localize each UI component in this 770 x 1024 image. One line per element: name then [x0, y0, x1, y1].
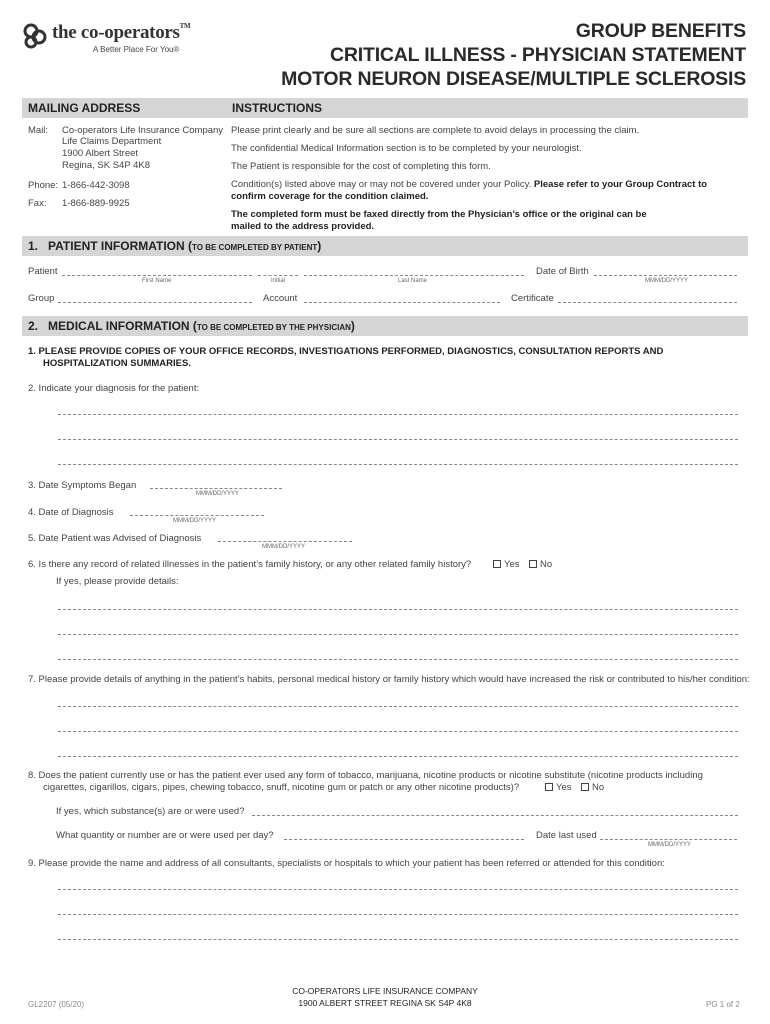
- q6-yes-checkbox[interactable]: [493, 560, 501, 568]
- q2-answer-line2[interactable]: [58, 439, 738, 440]
- q4-label: 4. Date of Diagnosis: [28, 507, 114, 518]
- substance-field[interactable]: [252, 815, 738, 816]
- group-label: Group: [28, 293, 55, 304]
- instructions-heading: INSTRUCTIONS: [232, 101, 322, 115]
- first-name-caption: First Name: [142, 278, 172, 284]
- instruction-4b: confirm coverage for the condition claimed.: [231, 191, 429, 202]
- diagnosis-date-field[interactable]: [130, 515, 264, 516]
- initial-field[interactable]: [258, 275, 298, 276]
- q9-answer-line1[interactable]: [58, 889, 738, 890]
- co-operators-logo-icon: [22, 22, 48, 50]
- last-name-field[interactable]: [304, 275, 524, 276]
- certificate-field[interactable]: [558, 302, 737, 303]
- q2-answer-line3[interactable]: [58, 464, 738, 465]
- q7-answer-line2[interactable]: [58, 731, 738, 732]
- patient-label: Patient: [28, 266, 58, 277]
- certificate-label: Certificate: [511, 293, 554, 304]
- q1-line2: HOSPITALIZATION SUMMARIES.: [43, 358, 191, 369]
- q6-answer-line1[interactable]: [58, 609, 738, 610]
- q8-no-checkbox[interactable]: [581, 783, 589, 791]
- q6-answer-line3[interactable]: [58, 659, 738, 660]
- quantity-field[interactable]: [284, 839, 524, 840]
- section1-title: 1. PATIENT INFORMATION (TO BE COMPLETED BY PATIENT): [28, 239, 322, 253]
- q6-no-option[interactable]: No: [529, 559, 552, 571]
- phone-number: 1-866-442-3098: [62, 180, 130, 191]
- mail-line1: Co-operators Life Insurance Company: [62, 125, 224, 136]
- q3-format: MMM/DD/YYYY: [196, 491, 240, 497]
- mail-line4: Regina, SK S4P 4K8: [62, 160, 151, 171]
- account-field[interactable]: [304, 302, 500, 303]
- q7-answer-line3[interactable]: [58, 756, 738, 757]
- mail-line3: 1900 Albert Street: [62, 148, 139, 159]
- q8-yes-option[interactable]: Yes: [545, 782, 572, 794]
- q8-yes-checkbox[interactable]: [545, 783, 553, 791]
- advised-date-field[interactable]: [218, 541, 352, 542]
- q6-label: 6. Is there any record of related illnesses in the patient’s family history, or any other related family history?: [28, 559, 472, 570]
- q3-label: 3. Date Symptoms Began: [28, 480, 137, 491]
- mailing-address-heading: MAILING ADDRESS: [28, 101, 141, 115]
- q7-label: 7. Please provide details of anything in the patient’s habits, personal medical history or family history which would have increased the risk or contributed to his/her condition:: [28, 674, 750, 685]
- form-title-line1: GROUP BENEFITS: [575, 20, 746, 42]
- page-number: PG 1 of 2: [706, 1000, 740, 1009]
- logo-tagline: A Better Place For You®: [93, 45, 180, 54]
- q2-answer-line1[interactable]: [58, 414, 738, 415]
- q7-answer-line1[interactable]: [58, 706, 738, 707]
- section2-title: 2. MEDICAL INFORMATION (TO BE COMPLETED BY THE PHYSICIAN): [28, 319, 355, 333]
- q8-substance-label: If yes, which substance(s) are or were used?: [56, 806, 245, 817]
- symptoms-date-field[interactable]: [150, 488, 282, 489]
- footer-company: CO-OPERATORS LIFE INSURANCE COMPANY: [292, 986, 478, 996]
- q8-quantity-label: What quantity or number are or were used per day?: [56, 830, 274, 841]
- q5-format: MMM/DD/YYYY: [262, 544, 306, 550]
- instruction-4: Condition(s) listed above may or may not be covered under your Policy. Please refer to your Group Contract to: [231, 179, 708, 190]
- q1-line1: 1. PLEASE PROVIDE COPIES OF YOUR OFFICE RECORDS, INVESTIGATIONS PERFORMED, DIAGNOSTICS, CONSULTATION REPORTS AND: [28, 346, 664, 357]
- instruction-5b: mailed to the address provided.: [231, 221, 375, 232]
- form-title-line2: CRITICAL ILLNESS - PHYSICIAN STATEMENT: [330, 44, 746, 66]
- footer-address: 1900 ALBERT STREET REGINA SK S4P 4K8: [298, 998, 472, 1008]
- group-field[interactable]: [58, 302, 252, 303]
- q9-label: 9. Please provide the name and address of all consultants, specialists or hospitals to which your patient has been referred or attended for this condition:: [28, 858, 665, 869]
- q8-line2: cigarettes, cigarillos, cigars, pipes, chewing tobacco, snuff, nicotine gum or patch or any other nicotine products)?: [43, 782, 520, 793]
- last-used-field[interactable]: [600, 839, 737, 840]
- q8-no-option[interactable]: No: [581, 782, 604, 794]
- q8-line1: 8. Does the patient currently use or has the patient ever used any form of tobacco, marijuana, nicotine products or nicotine substitute (nicotine products including: [28, 770, 703, 781]
- instruction-3: The Patient is responsible for the cost of completing this form.: [231, 161, 491, 172]
- q9-answer-line3[interactable]: [58, 939, 738, 940]
- phone-label: Phone:: [28, 180, 59, 191]
- dob-field[interactable]: [594, 275, 737, 276]
- account-label: Account: [263, 293, 298, 304]
- logo-text: the co-operators™: [52, 22, 191, 43]
- q8-last-used-label: Date last used: [536, 830, 597, 841]
- form-title-line3: MOTOR NEURON DISEASE/MULTIPLE SCLEROSIS: [281, 68, 746, 90]
- dob-format-caption: MMM/DD/YYYY: [645, 278, 689, 284]
- form-code: GL2207 (05/20): [28, 1000, 85, 1009]
- instruction-1: Please print clearly and be sure all sections are complete to avoid delays in processing the claim.: [231, 125, 640, 136]
- q6-details-label: If yes, please provide details:: [56, 576, 179, 587]
- instruction-2: The confidential Medical Information section is to be completed by your neurologist.: [231, 143, 582, 154]
- first-name-field[interactable]: [62, 275, 252, 276]
- q6-yes-option[interactable]: Yes: [493, 559, 520, 571]
- fax-number: 1-866-889-9925: [62, 198, 130, 209]
- last-name-caption: Last Name: [398, 278, 428, 284]
- q4-format: MMM/DD/YYYY: [173, 518, 217, 524]
- fax-label: Fax:: [28, 198, 47, 209]
- mail-line2: Life Claims Department: [62, 136, 162, 147]
- dob-label: Date of Birth: [536, 266, 589, 277]
- instruction-5a: The completed form must be faxed directly from the Physician’s office or the original can be: [231, 209, 647, 220]
- q6-answer-line2[interactable]: [58, 634, 738, 635]
- mail-label: Mail:: [28, 125, 49, 136]
- q2-label: 2. Indicate your diagnosis for the patient:: [28, 383, 200, 394]
- q5-label: 5. Date Patient was Advised of Diagnosis: [28, 533, 202, 544]
- q9-answer-line2[interactable]: [58, 914, 738, 915]
- initial-caption: Initial: [271, 278, 286, 284]
- q8-format: MMM/DD/YYYY: [648, 842, 692, 848]
- q6-no-checkbox[interactable]: [529, 560, 537, 568]
